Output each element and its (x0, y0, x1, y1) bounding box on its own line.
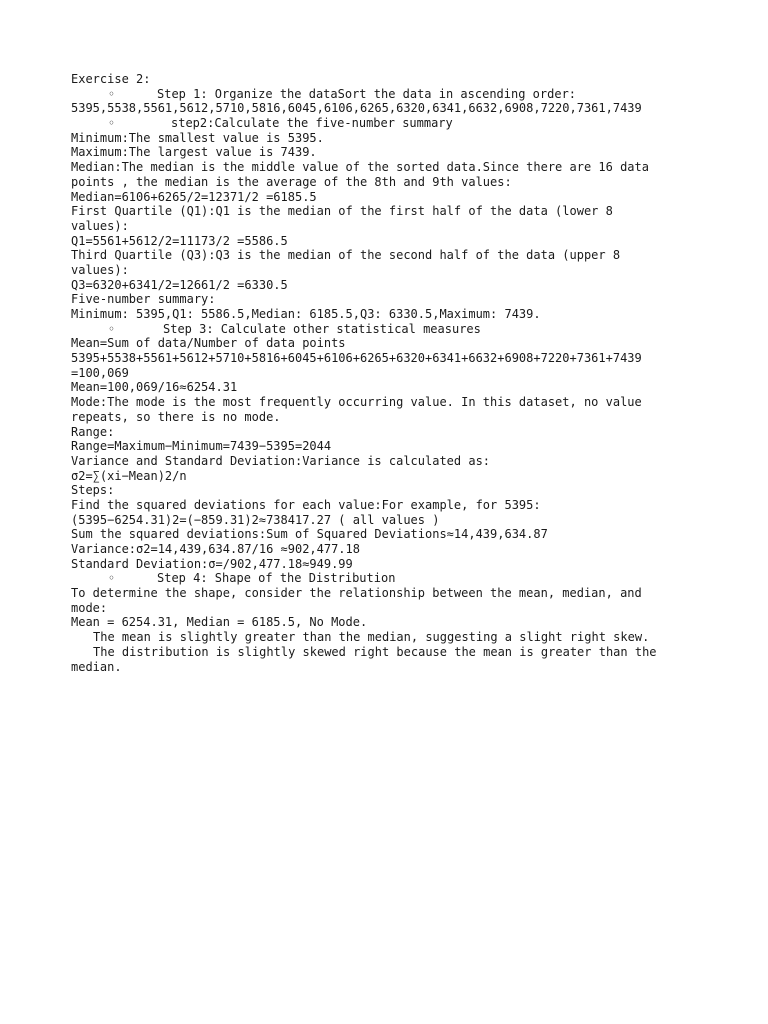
median-text-line2: points , the median is the average of the 8th and 9th values: (71, 174, 512, 189)
step2-title: step2:Calculate the five-number summary (171, 116, 453, 131)
step2-bullet-icon: ◦ (107, 116, 115, 131)
shape-intro-line2: mode: (71, 600, 108, 615)
q3-text-line2: values): (71, 262, 129, 277)
q3-text-line1: Third Quartile (Q3):Q3 is the median of the second half of the data (upper 8 (71, 248, 621, 263)
five-number-summary: Minimum: 5395,Q1: 5586.5,Median: 6185.5,Q3: 6330.5,Maximum: 7439. (71, 307, 541, 321)
median-text-line1: Median:The median is the middle value of the sorted data.Since there are 16 data (71, 160, 649, 175)
mean-definition: Mean=Sum of data/Number of data points (71, 336, 346, 351)
step4-bullet-icon: ◦ (107, 571, 115, 586)
range-label: Range: (71, 424, 115, 439)
variance-calc: Variance:σ2=14,439,634.87/16 ≈902,477.18 (71, 542, 360, 556)
shape-note2-text: The distribution is slightly skewed right because the mean is greater than the (93, 644, 657, 659)
shape-note1-text: The mean is slightly greater than the median, suggesting a slight right skew. (93, 630, 650, 645)
range-calc: Range=Maximum−Minimum=7439−5395=2044 (71, 439, 332, 454)
mean-sum-line2: =100,069 (71, 365, 129, 380)
shape-values: Mean = 6254.31, Median = 6185.5, No Mode. (71, 615, 368, 630)
document-page (71, 72, 691, 674)
sorted-data: 5395,5538,5561,5612,5710,5816,6045,6106,6265,6320,6341,6632,6908,7220,7361,7439 (71, 101, 642, 116)
variance-formula: σ2=∑(xi−Mean)2/n (71, 468, 187, 483)
step4-title: Step 4: Shape of the Distribution (157, 571, 396, 586)
shape-intro-line1: To determine the shape, consider the relationship between the mean, median, and (71, 586, 642, 601)
mean-sum-line1: 5395+5538+5561+5612+5710+5816+6045+6106+6265+6320+6341+6632+6908+7220+7361+7439 (71, 351, 642, 366)
q1-text-line2: values): (71, 218, 129, 233)
steps-line2: (5395−6254.31)2=(−859.31)2≈738417.27 ( all values ) (71, 512, 440, 527)
q3-calc: Q3=6320+6341/2=12661/2 =6330.5 (71, 277, 288, 292)
step3-title: Step 3: Calculate other statistical measures (163, 321, 481, 336)
step3-bullet-icon: ◦ (107, 321, 115, 336)
median-calc: Median=6106+6265/2=12371/2 =6185.5 (71, 189, 317, 204)
shape-note1 (71, 630, 691, 645)
summary-label: Five-number summary: (71, 292, 216, 307)
minimum-text: Minimum:The smallest value is 5395. (71, 130, 324, 145)
q1-calc: Q1=5561+5612/2=11173/2 =5586.5 (71, 233, 288, 248)
step4-heading (71, 571, 691, 586)
steps-line1: Find the squared deviations for each value:For example, for 5395: (71, 497, 541, 512)
step1-bullet-icon: ◦ (107, 86, 115, 101)
steps-label: Steps: (71, 483, 115, 498)
shape-note2-line1 (71, 645, 691, 660)
shape-note2-line2: median. (71, 659, 122, 674)
mode-text-line2: repeats, so there is no mode. (71, 409, 281, 424)
exercise-heading: Exercise 2: (71, 72, 151, 86)
step1-title: Step 1: Organize the dataSort the data in ascending order: (157, 86, 577, 101)
step2-heading (71, 116, 691, 131)
variance-label: Variance and Standard Deviation:Variance is calculated as: (71, 453, 491, 468)
q1-text-line1: First Quartile (Q1):Q1 is the median of the first half of the data (lower 8 (71, 204, 613, 219)
maximum-text: Maximum:The largest value is 7439. (71, 145, 317, 160)
step3-heading (71, 322, 691, 337)
standard-deviation-calc: Standard Deviation:σ=/902,477.18≈949.99 (71, 556, 353, 571)
mode-text-line1: Mode:The mode is the most frequently occurring value. In this dataset, no value (71, 395, 642, 410)
mean-calc: Mean=100,069/16≈6254.31 (71, 380, 238, 395)
step1-heading (71, 87, 691, 102)
sum-squared-deviations: Sum the squared deviations:Sum of Squared Deviations≈14,439,634.87 (71, 527, 548, 542)
